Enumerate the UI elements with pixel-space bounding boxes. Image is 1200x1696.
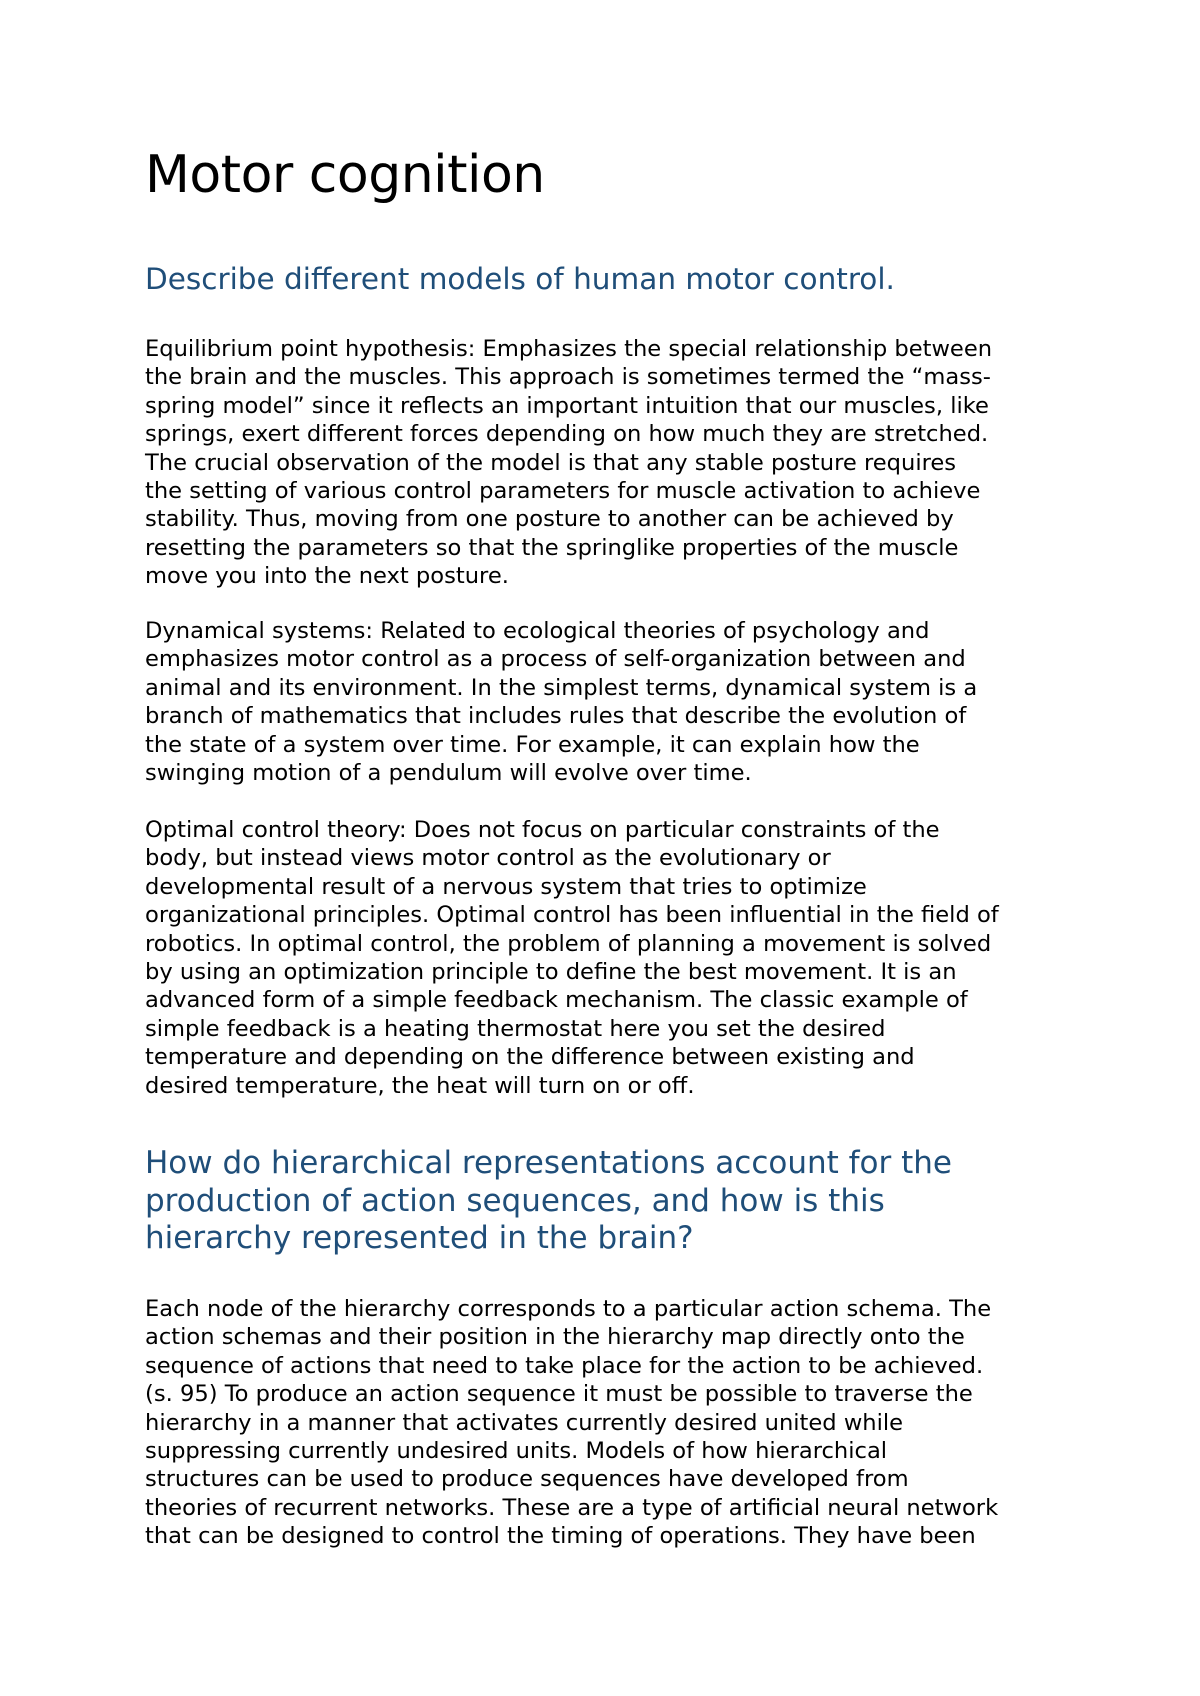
text-line: theories of recurrent networks. These are a type of artificial neural network — [145, 1494, 999, 1521]
section-heading-hierarchical — [145, 1145, 1045, 1258]
text-line: Optimal control theory: Does not focus on particular constraints of the — [145, 817, 940, 843]
text-line: animal and its environment. In the simplest terms, dynamical system is a — [145, 674, 978, 701]
text-line: structures can be used to produce sequences have developed from — [145, 1466, 909, 1493]
heading-line: How do hierarchical representations account for the — [145, 1145, 952, 1181]
text-line: spring model” since it reflects an important intuition that our muscles, like — [145, 392, 989, 419]
text-line: the setting of various control parameters for muscle activation to achieve — [145, 478, 981, 505]
paragraph-equilibrium-point — [145, 335, 1075, 591]
text-line: organizational principles. Optimal control has been influential in the field of — [145, 902, 999, 929]
text-line: springs, exert different forces depending on how much they are stretched. — [145, 421, 989, 448]
text-line: move you into the next posture. — [145, 563, 509, 590]
text-line: suppressing currently undesired units. Models of how hierarchical — [145, 1438, 888, 1465]
paragraph-optimal-control — [145, 816, 1075, 1100]
text-line: body, but instead views motor control as the evolutionary or — [145, 845, 831, 872]
text-line: that can be designed to control the timing of operations. They have been — [145, 1523, 976, 1550]
text-line: Equilibrium point hypothesis: Emphasizes the special relationship between — [145, 336, 993, 362]
text-line: swinging motion of a pendulum will evolve over time. — [145, 760, 752, 787]
text-line: The crucial observation of the model is that any stable posture requires — [145, 449, 957, 476]
text-line: developmental result of a nervous system that tries to optimize — [145, 873, 867, 900]
text-line: resetting the parameters so that the springlike properties of the muscle — [145, 534, 959, 561]
page-title: Motor cognition — [145, 145, 545, 205]
text-line: action schemas and their position in the hierarchy map directly onto the — [145, 1324, 965, 1351]
paragraph-action-schema — [145, 1295, 1075, 1551]
text-line: emphasizes motor control as a process of self-organization between and — [145, 646, 966, 673]
text-line: hierarchy in a manner that activates currently desired united while — [145, 1409, 904, 1436]
text-line: Dynamical systems: Related to ecological theories of psychology and — [145, 618, 930, 644]
text-line: the brain and the muscles. This approach is sometimes termed the “mass- — [145, 364, 991, 391]
text-line: robotics. In optimal control, the problem of planning a movement is solved — [145, 930, 992, 957]
text-line: stability. Thus, moving from one posture to another can be achieved by — [145, 506, 954, 533]
section-heading-models: Describe different models of human motor control. — [145, 262, 895, 296]
text-line: desired temperature, the heat will turn on or off. — [145, 1072, 695, 1099]
text-line: the state of a system over time. For example, it can explain how the — [145, 731, 920, 758]
text-line: temperature and depending on the difference between existing and — [145, 1044, 915, 1071]
text-line: (s. 95) To produce an action sequence it must be possible to traverse the — [145, 1381, 973, 1408]
text-line: advanced form of a simple feedback mechanism. The classic example of — [145, 987, 968, 1014]
text-line: simple feedback is a heating thermostat here you set the desired — [145, 1015, 886, 1042]
text-line: sequence of actions that need to take place for the action to be achieved. — [145, 1352, 984, 1379]
paragraph-dynamical-systems — [145, 617, 1075, 787]
text-line: by using an optimization principle to define the best movement. It is an — [145, 959, 957, 986]
text-line: Each node of the hierarchy corresponds to a particular action schema. The — [145, 1296, 992, 1322]
heading-line: production of action sequences, and how is this — [145, 1182, 885, 1219]
text-line: branch of mathematics that includes rules that describe the evolution of — [145, 703, 967, 730]
heading-line: hierarchy represented in the brain? — [145, 1220, 694, 1256]
